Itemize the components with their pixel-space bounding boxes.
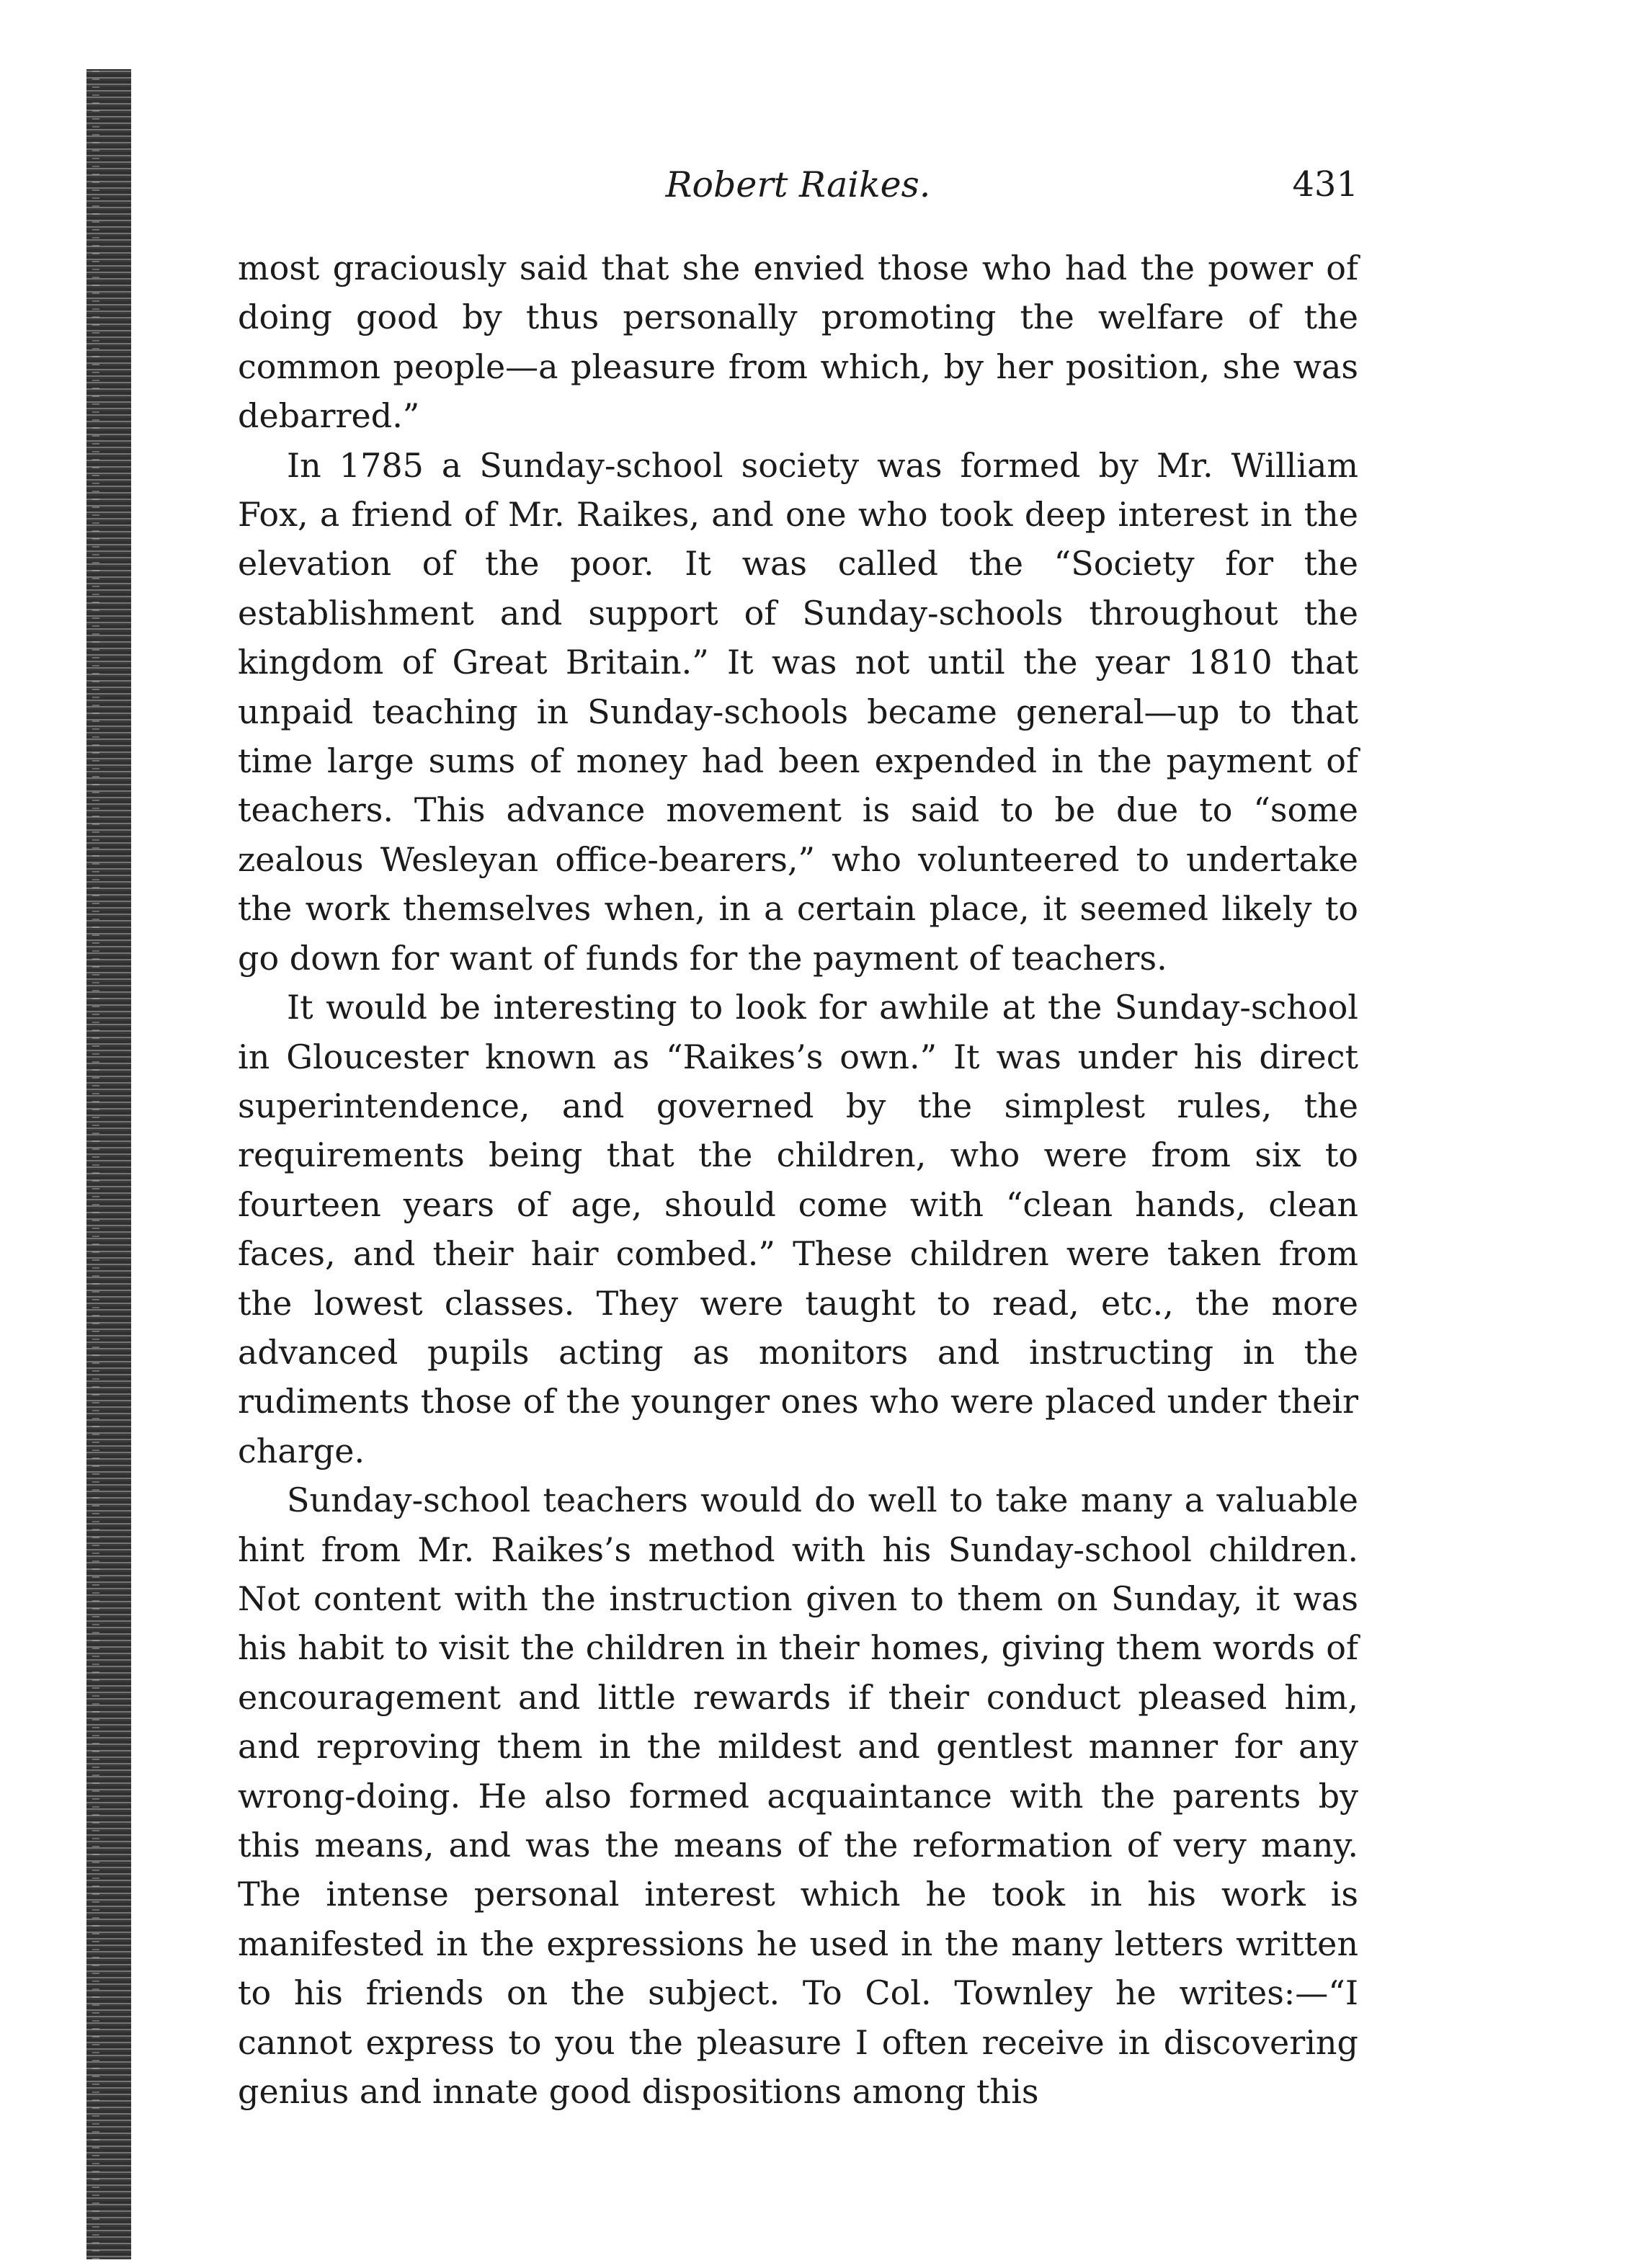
body-text	[238, 244, 1358, 2116]
binding-edge	[86, 69, 131, 2259]
paragraph-raikes-method: Sunday-school teachers would do well to take many a valuable hint from Mr. Raikes’s method with his Sunday-school children. Not content with the instruction given to them on Sunday, it was his habit to visit the children in their homes, giving them words of encouragement and little rewards if their conduct pleased him, and reproving them in the mildest and gentlest manner for any wrong-doing. He also formed acquaintance with the parents by this means, and was the means of the reformation of very many. The intense personal interest which he took in his work is manifested in the expressions he used in the many letters written to his friends on the subject. To Col. Townley he writes:—“I cannot express to you the pleasure I often receive in discovering genius and innate good dispositions among this	[238, 1481, 1358, 2112]
page-number: 431	[1292, 164, 1358, 205]
running-head	[238, 160, 1358, 218]
paragraph-raikes-own-school: It would be interesting to look for awhile at the Sunday-school in Gloucester known as “Raikes’s own.” It was under his direct superintendence, and governed by the simplest rules, the requirements being that the children, who were from six to fourteen years of age, should come with “clean hands, clean faces, and their hair combed.” These children were taken from the lowest classes. They were taught to read, etc., the more advanced pupils acting as monitors and instructing in the rudiments those of the younger ones who were placed under their charge.	[238, 988, 1358, 1470]
running-title: Robert Raikes.	[665, 164, 931, 205]
paragraph-continued: most graciously said that she envied those who had the power of doing good by thus personally promoting the welfare of the common people—a pleasure from which, by her position, she was debarred.”	[238, 249, 1358, 436]
paragraph-sunday-school-society: In 1785 a Sunday-school society was formed by Mr. William Fox, a friend of Mr. Raikes, and one who took deep interest in the elevation of the poor. It was called the “Society for the establishment and support of Sunday-schools throughout the kingdom of Great Britain.” It was not until the year 1810 that unpaid teaching in Sunday-schools became general—up to that time large sums of money had been expended in the payment of teachers. This advance movement is said to be due to “some zealous Wesleyan office-bearers,” who volunteered to undertake the work themselves when, in a certain place, it seemed likely to go down for want of funds for the payment of teachers.	[238, 445, 1358, 978]
